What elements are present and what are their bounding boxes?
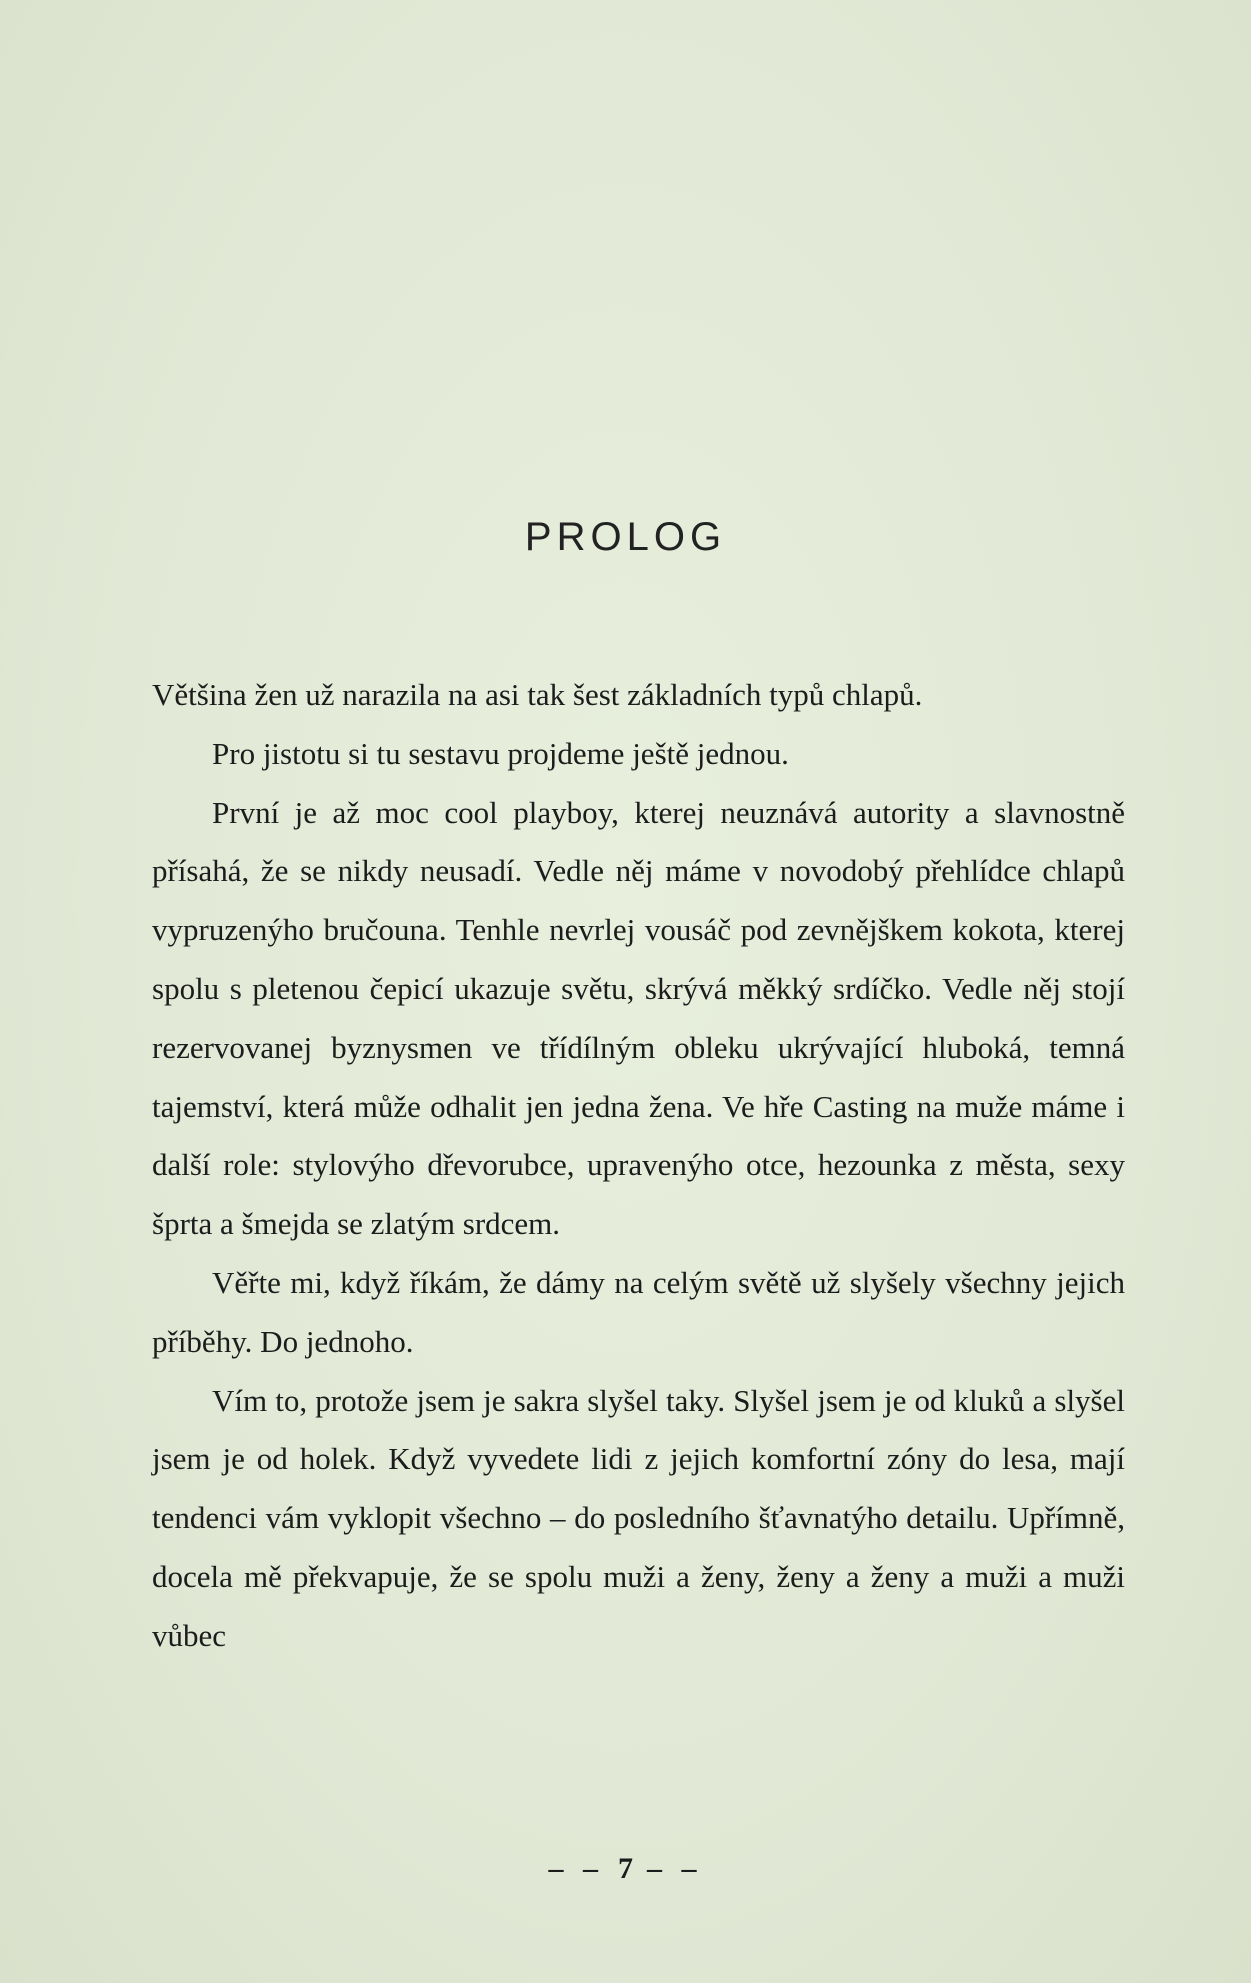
paragraph-3: První je až moc cool playboy, kterej neuznává autority a slavnostně přísahá, že se nikdy neusadí. Vedle něj máme v novodobý přehlídce chlapů vypruzenýho bručouna. Tenhle nevrlej vousáč pod zevnějškem kokota, kterej spolu s pletenou čepicí ukazuje světu, skrývá měkký srdíčko. Vedle něj stojí rezervovanej byznysmen ve třídílným obleku ukrývající hluboká, temná tajemství, která může odhalit jen jedna žena. Ve hře Casting na muže máme i další role: stylovýho dřevorubce, upravenýho otce, hezounka z města, sexy šprta a šmejda se zlatým srdcem. bbox=[152, 794, 1125, 1242]
paragraph-1: Většina žen už narazila na asi tak šest základních typů chlapů. bbox=[152, 677, 923, 712]
paragraph-2: Pro jistotu si tu sestavu projdeme ještě jednou. bbox=[212, 735, 789, 771]
paragraph-5: Vím to, protože jsem je sakra slyšel taky. Slyšel jsem je od kluků a slyšel jsem je od holek. Když vyvedete lidi z jejich komfortní zóny do lesa, mají tendenci vám vyklopit všechno – do posledního šťavnatýho detailu. Upřímně, docela mě překvapuje, že se spolu muži a ženy, ženy a ženy a muži a muži vůbec bbox=[152, 1382, 1125, 1653]
page-folio bbox=[0, 1852, 1251, 1886]
page-number: 7 bbox=[618, 1852, 633, 1885]
folio-dash-left: – – bbox=[548, 1852, 604, 1885]
chapter-title: PROLOG bbox=[524, 514, 727, 559]
paragraph-4: Věřte mi, když říkám, že dámy na celým světě už slyšely všechny jejich příběhy. Do jednoho. bbox=[152, 1264, 1125, 1359]
chapter-body bbox=[152, 666, 1125, 1666]
folio-dash-right: – – bbox=[647, 1852, 703, 1885]
